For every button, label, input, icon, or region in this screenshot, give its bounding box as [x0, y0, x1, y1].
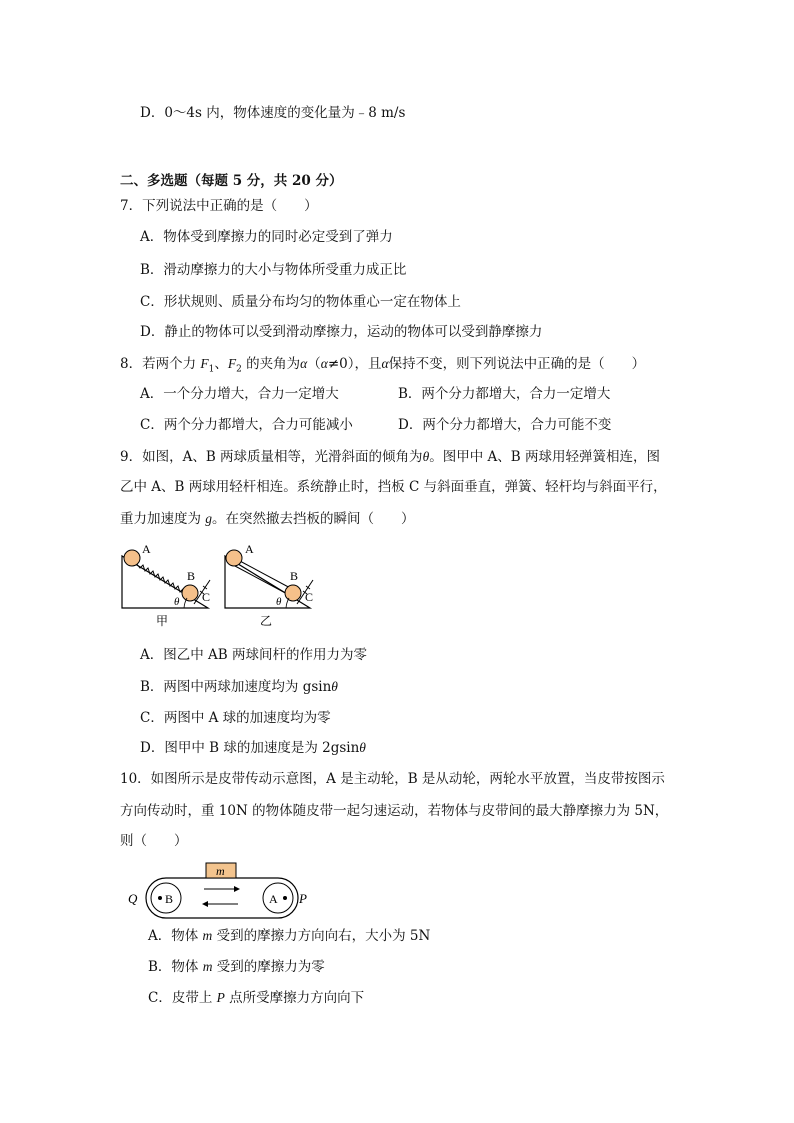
fig-caption-left: 甲 — [156, 614, 169, 628]
ball-b-left — [182, 585, 198, 601]
q9-stem-line1 — [120, 448, 660, 466]
q10-opta-post: 受到的摩擦力方向向右，大小为 5N — [212, 928, 431, 944]
ball-a-right — [226, 550, 242, 566]
q7-option-a: A．物体受到摩擦力的同时必定受到了弹力 — [140, 229, 393, 245]
q8-alpha3: α — [381, 356, 389, 371]
ball-a-left — [124, 550, 140, 566]
incline-left — [122, 542, 210, 628]
spring — [136, 563, 186, 593]
q8-neq: ≠0），且 — [327, 356, 382, 372]
fig-label-b-right: B — [290, 569, 299, 583]
q10-option-c — [148, 989, 364, 1007]
q10-stem-line2: 方向传动时，重 10N 的物体随皮带一起匀速运动，若物体与皮带间的最大静摩擦力为 5N， — [120, 803, 669, 819]
q6-option-d: D．0～4s 内，物体速度的变化量为﹣8 m/s — [140, 105, 406, 121]
q7-stem: 7．下列说法中正确的是（ ） — [120, 198, 318, 214]
q7-option-b: B．滑动摩擦力的大小与物体所受重力成正比 — [140, 262, 407, 278]
fig-label-a-left: A — [142, 542, 151, 556]
q8-f2: F — [227, 356, 237, 371]
q8-stem-post: 保持不变，则下列说法中正确的是（ ） — [388, 356, 646, 372]
q8-option-d: D．两个分力都增大，合力可能不变 — [398, 417, 612, 433]
q8-f1-sub: 1 — [208, 364, 215, 375]
q10-option-a — [148, 927, 430, 945]
q8-f2-sub: 2 — [236, 364, 242, 375]
q10-stem-line1: 10．如图所示是皮带传动示意图，A 是主动轮，B 是从动轮，两轮水平放置，当皮带按图示 — [120, 771, 665, 787]
q10-stem-line3: 则（ ） — [120, 833, 188, 849]
label-b: B — [165, 892, 174, 906]
q9-line3-pre: 重力加速度为 — [120, 511, 206, 527]
q10-optb-m: m — [202, 959, 213, 974]
q9-line1-pre: 9．如图，A、B 两球质量相等，光滑斜面的倾角为 — [120, 449, 423, 465]
wheel-a — [263, 883, 293, 913]
label-a: A — [269, 892, 278, 906]
q9-option-a: A．图乙中 AB 两球间杆的作用力为零 — [140, 647, 368, 663]
q10-opta-m: m — [202, 928, 213, 943]
q8-alpha: α — [300, 356, 308, 371]
q9-stem-line3 — [120, 510, 415, 528]
q9-optb-pre: B．两图中两球加速度均为 gsin — [140, 679, 332, 695]
fig-theta-right: θ — [276, 596, 282, 608]
rod-lower — [235, 566, 291, 596]
q8-stem — [120, 355, 645, 379]
q10-opta-pre: A．物体 — [148, 928, 203, 944]
q8-stem-pre: 8．若两个力 — [120, 356, 201, 372]
q8-option-a: A．一个分力增大，合力一定增大 — [140, 386, 339, 402]
q9-stem-line2: 乙中 A、B 两球用轻杆相连。系统静止时，挡板 C 与斜面垂直，弹簧、轻杆均与斜面平行， — [120, 479, 667, 495]
q10-optc-pre: C．皮带上 — [148, 990, 217, 1006]
fig-label-c-left: C — [202, 590, 211, 604]
q9-option-b — [140, 678, 338, 696]
fig-label-c-right: C — [305, 590, 314, 604]
q7-option-c: C．形状规则、质量分布均匀的物体重心一定在物体上 — [140, 294, 461, 310]
q9-optd-pre: D．图甲中 B 球的加速度是为 2gsin — [140, 740, 360, 756]
q9-optb-theta: θ — [331, 679, 338, 694]
q10-optb-pre: B．物体 — [148, 959, 203, 975]
q8-option-c: C．两个分力都增大，合力可能减小 — [140, 417, 353, 433]
q9-option-d — [140, 739, 366, 757]
label-p: P — [299, 891, 307, 906]
q8-paren-open: （ — [307, 356, 321, 372]
q10-optb-post: 受到的摩擦力为零 — [212, 959, 325, 975]
rod-upper — [238, 560, 294, 590]
q7-option-d: D．静止的物体可以受到滑动摩擦力，运动的物体可以受到静摩擦力 — [140, 324, 543, 340]
section-heading-multi-choice: 二、多选题（每题 5 分，共 20 分） — [120, 173, 343, 189]
q9-line1-post: 。图甲中 A、B 两球用轻弹簧相连，图 — [429, 449, 660, 465]
ball-b-right — [285, 585, 301, 601]
fig-caption-right: 乙 — [260, 614, 273, 628]
q8-option-b: B．两个分力都增大，合力一定增大 — [398, 386, 611, 402]
incline-right — [225, 542, 313, 628]
fig-label-b-left: B — [187, 569, 196, 583]
block-m-label: m — [216, 864, 225, 878]
q9-line3-post: 。在突然撤去挡板的瞬间（ ） — [212, 511, 415, 527]
q8-f1: F — [200, 356, 209, 371]
fig-theta-left: θ — [174, 596, 180, 608]
q10-optc-p: P — [216, 990, 225, 1005]
q9-optd-theta: θ — [359, 740, 366, 755]
fig-label-a-right: A — [245, 542, 254, 556]
q10-optc-post: 点所受摩擦力方向向下 — [224, 990, 365, 1006]
q9-figure — [110, 538, 340, 632]
q10-option-b — [148, 958, 325, 976]
q9-g: g — [205, 511, 213, 526]
q9-theta: θ — [422, 449, 430, 464]
q8-sep: 、 — [214, 356, 228, 372]
q8-alpha2: α — [320, 356, 328, 371]
q8-stem-mid: 的夹角为 — [241, 356, 301, 372]
q10-figure — [122, 860, 322, 920]
label-q: Q — [128, 891, 138, 906]
q9-option-c: C．两图中 A 球的加速度均为零 — [140, 710, 331, 726]
